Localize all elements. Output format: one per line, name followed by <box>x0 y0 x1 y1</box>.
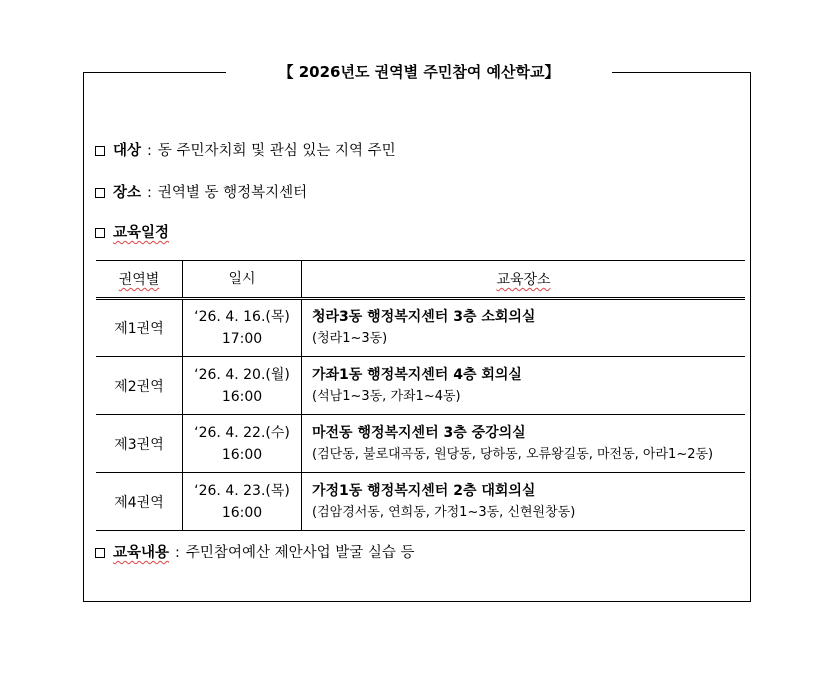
row-place: 가좌1동 행정복지센터 4층 회의실 (석남1~3동, 가좌1~4동) <box>312 366 522 404</box>
table-row <box>96 357 745 415</box>
row-area: 제3권역 <box>96 415 183 473</box>
schedule-line <box>95 223 169 243</box>
header-date: 일시 <box>183 261 302 299</box>
target-line <box>95 141 396 161</box>
row-area: 제2권역 <box>96 357 183 415</box>
content-line <box>95 543 414 563</box>
row-area: 제1권역 <box>96 299 183 357</box>
place-line <box>95 183 307 203</box>
row-place: 마전동 행정복지센터 3층 중강의실 (검단동, 불로대곡동, 원당동, 당하동, 오류왕길동, 마전동, 아라1~2동) <box>312 424 714 462</box>
checkbox-square-icon <box>95 228 105 238</box>
content-label: 교육내용 <box>113 545 170 561</box>
checkbox-square-icon <box>95 188 105 198</box>
row-date: ‘26. 4. 16.(목) 17:00 <box>183 299 302 357</box>
header-place: 교육장소 <box>302 261 746 299</box>
schedule-label: 교육일정 <box>113 225 170 241</box>
checkbox-square-icon <box>95 146 105 156</box>
row-area: 제4권역 <box>96 473 183 531</box>
page-title: 【 2026년도 권역별 주민참여 예산학교】 <box>226 60 612 84</box>
schedule-table <box>96 260 745 531</box>
place-colon: : <box>147 185 152 201</box>
row-date: ‘26. 4. 20.(월) 16:00 <box>183 357 302 415</box>
content-colon: : <box>175 545 180 561</box>
place-label: 장소 <box>113 185 142 201</box>
content-value: 주민참여예산 제안사업 발굴 실습 등 <box>185 545 415 561</box>
row-date: ‘26. 4. 22.(수) 16:00 <box>183 415 302 473</box>
place-value: 권역별 동 행정복지센터 <box>157 185 308 201</box>
target-colon: : <box>147 143 152 159</box>
row-place: 가정1동 행정복지센터 2층 대회의실 (검암경서동, 연희동, 가정1~3동, 신현원창동) <box>312 482 576 520</box>
row-place: 청라3동 행정복지센터 3층 소회의실 (청라1~3동) <box>312 309 536 346</box>
table-row <box>96 299 745 357</box>
target-value: 동 주민자치회 및 관심 있는 지역 주민 <box>157 143 396 159</box>
header-area: 권역별 <box>96 261 183 299</box>
table-row <box>96 473 745 531</box>
row-date: ‘26. 4. 23.(목) 16:00 <box>183 473 302 531</box>
table-row <box>96 415 745 473</box>
checkbox-square-icon <box>95 548 105 558</box>
table-header-row <box>96 261 745 299</box>
target-label: 대상 <box>113 143 142 159</box>
